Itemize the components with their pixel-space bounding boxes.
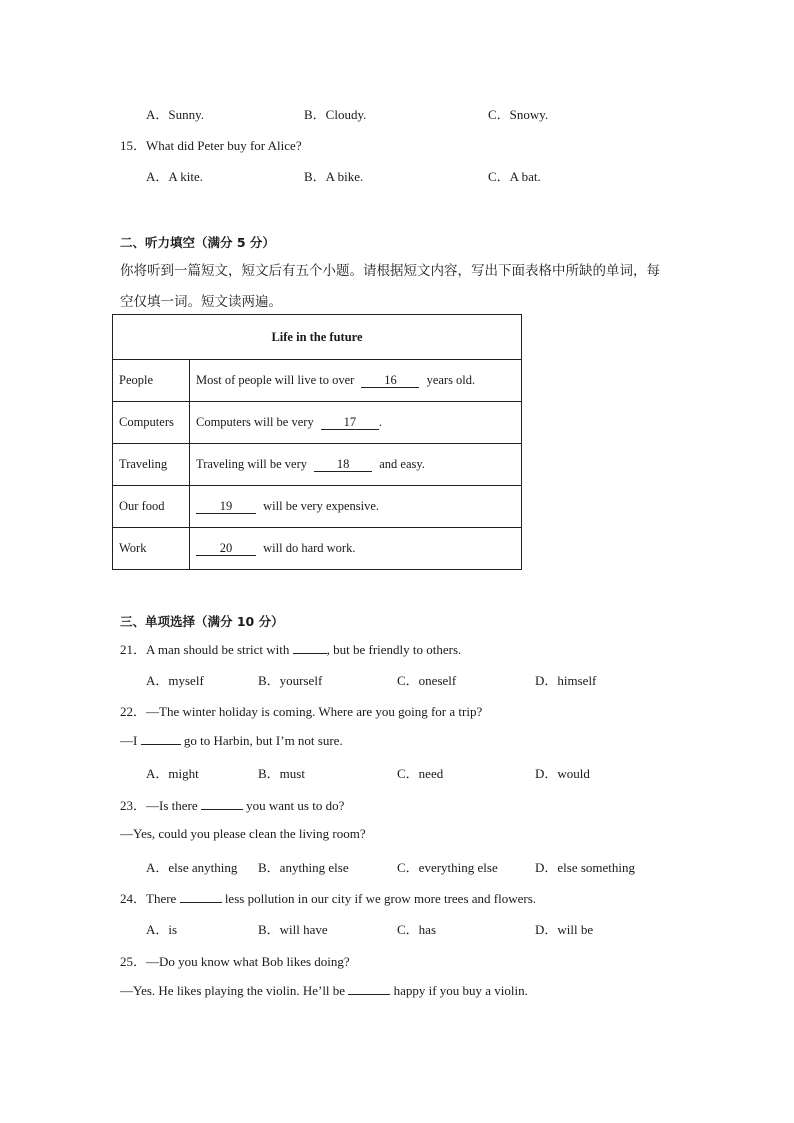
q22-option-d[interactable]: D．would xyxy=(535,766,590,781)
q21-text-before: 21．A man should be strict with xyxy=(120,642,290,657)
q24-option-a[interactable]: A．is xyxy=(146,922,178,937)
life-in-future-table xyxy=(112,314,522,570)
row-content xyxy=(190,360,522,402)
row-label: People xyxy=(113,360,190,402)
table-header-row xyxy=(113,315,522,360)
q24-options xyxy=(146,919,746,937)
row-text-after: will do hard work. xyxy=(263,541,356,555)
q22-option-b[interactable]: B．must xyxy=(258,766,305,781)
q21-option-a[interactable]: A．myself xyxy=(146,673,204,688)
row-content xyxy=(190,486,522,528)
q23-options xyxy=(146,857,746,875)
q21-option-d[interactable]: D．himself xyxy=(535,673,597,688)
table-row xyxy=(113,360,522,402)
row-label: Computers xyxy=(113,402,190,444)
row-text-before: Computers will be very xyxy=(196,415,314,429)
table-row xyxy=(113,528,522,570)
q21-text-after: , but be friendly to others. xyxy=(326,642,462,657)
q21-options xyxy=(146,670,746,688)
q23-option-c[interactable]: C．everything else xyxy=(397,860,498,875)
answer-blank-20[interactable]: 20 xyxy=(196,541,256,556)
row-content xyxy=(190,528,522,570)
q22-options xyxy=(146,763,746,781)
q22-text-after: go to Harbin, but I’m not sure. xyxy=(183,733,343,748)
q21-option-c[interactable]: C．oneself xyxy=(397,673,457,688)
q14-options xyxy=(146,104,746,122)
q22-line1: 22．—The winter holiday is coming. Where are you going for a trip? xyxy=(120,704,483,719)
q23-line2: —Yes, could you please clean the living room? xyxy=(120,826,366,841)
row-label: Our food xyxy=(113,486,190,528)
q15-option-a[interactable]: A．A kite. xyxy=(146,169,204,184)
row-label: Work xyxy=(113,528,190,570)
q15-option-c[interactable]: C．A bat. xyxy=(488,169,541,184)
q22-blank[interactable] xyxy=(141,732,181,745)
section3-title: 三、单项选择（满分 10 分） xyxy=(120,614,284,629)
answer-blank-17[interactable]: 17 xyxy=(321,415,379,430)
row-text-before: Traveling will be very xyxy=(196,457,307,471)
q14-option-c[interactable]: C．Snowy. xyxy=(488,107,549,122)
row-text-before: Most of people will live to over xyxy=(196,373,355,387)
q22-text-before: —I xyxy=(120,733,138,748)
q21-question xyxy=(120,639,461,658)
q24-text-before: 24．There xyxy=(120,891,177,906)
q22-option-c[interactable]: C．need xyxy=(397,766,444,781)
q24-question xyxy=(120,888,536,907)
row-text-after: will be very expensive. xyxy=(263,499,380,513)
table-title: Life in the future xyxy=(113,315,522,360)
row-text-after: and easy. xyxy=(379,457,425,471)
q23-blank[interactable] xyxy=(201,797,243,810)
section2-instruction-line1: 你将听到一篇短文，短文后有五个小题。请根据短文内容，写出下面表格中所缺的单词，每 xyxy=(120,263,660,279)
q23-option-a[interactable]: A．else anything xyxy=(146,860,238,875)
q23-text-after: you want us to do? xyxy=(246,798,345,813)
row-label: Traveling xyxy=(113,444,190,486)
q25-blank[interactable] xyxy=(348,982,390,995)
q24-text-after: less pollution in our city if we grow more trees and flowers. xyxy=(224,891,537,906)
q25-line1: 25．—Do you know what Bob likes doing? xyxy=(120,954,350,969)
answer-blank-19[interactable]: 19 xyxy=(196,499,256,514)
q15-question: 15．What did Peter buy for Alice? xyxy=(120,138,302,153)
q21-option-b[interactable]: B．yourself xyxy=(258,673,323,688)
q25-line2 xyxy=(120,982,528,999)
q23-option-d[interactable]: D．else something xyxy=(535,860,636,875)
q14-option-a[interactable]: A．Sunny. xyxy=(146,107,205,122)
table-row xyxy=(113,444,522,486)
q15-option-b[interactable]: B．A bike. xyxy=(304,169,364,184)
q23-line1 xyxy=(120,795,344,814)
q21-blank[interactable] xyxy=(293,641,327,654)
q23-text-before: 23．—Is there xyxy=(120,798,198,813)
q22-option-a[interactable]: A．might xyxy=(146,766,199,781)
q24-blank[interactable] xyxy=(180,890,222,903)
row-content xyxy=(190,402,522,444)
q25-text-before: —Yes. He likes playing the violin. He’ll be xyxy=(120,983,346,998)
q24-option-c[interactable]: C．has xyxy=(397,922,437,937)
row-content xyxy=(190,444,522,486)
table-row xyxy=(113,402,522,444)
row-text-after: years old. xyxy=(426,373,476,387)
q22-line2 xyxy=(120,732,343,749)
q24-option-d[interactable]: D．will be xyxy=(535,922,594,937)
section2-title: 二、听力填空（满分 5 分） xyxy=(120,235,275,250)
q15-options xyxy=(146,166,746,184)
q14-option-b[interactable]: B．Cloudy. xyxy=(304,107,367,122)
q25-text-after: happy if you buy a violin. xyxy=(393,983,528,998)
section2-instruction-line2: 空仅填一词。短文读两遍。 xyxy=(120,294,282,310)
q24-option-b[interactable]: B．will have xyxy=(258,922,328,937)
table-row xyxy=(113,486,522,528)
row-text-after: . xyxy=(378,415,382,429)
answer-blank-18[interactable]: 18 xyxy=(314,457,372,472)
q23-option-b[interactable]: B．anything else xyxy=(258,860,349,875)
answer-blank-16[interactable]: 16 xyxy=(361,373,419,388)
